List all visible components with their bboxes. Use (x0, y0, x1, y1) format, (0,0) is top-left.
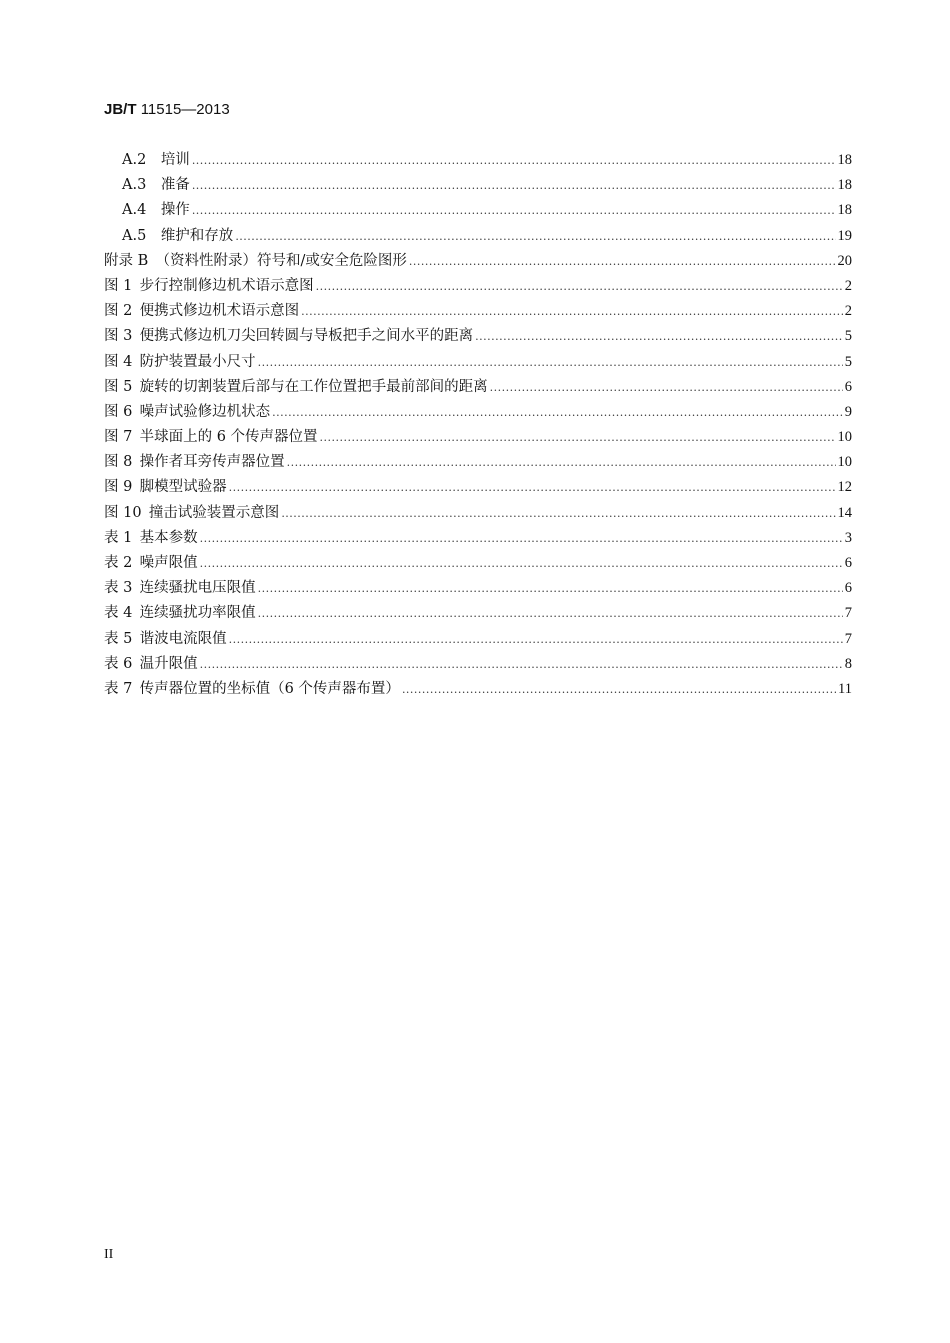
toc-entry-title: 基本参数 (139, 529, 198, 546)
toc-entry-title: 半球面上的 6 个传声器位置 (139, 429, 318, 446)
toc-entry-title: 传声器位置的坐标值（6 个传声器布置） (139, 680, 400, 697)
toc-entry[interactable] (104, 324, 852, 349)
toc-entry-title: （资料性附录）符号和/或安全危险图形 (155, 252, 407, 269)
toc-entry-title: 操作者耳旁传声器位置 (139, 454, 285, 471)
toc-entry-title: 便携式修边机刀尖回转圆与导板把手之间水平的距离 (139, 328, 474, 345)
toc-entry-page: 6 (844, 580, 852, 597)
toc-entry-number: 图 3 (104, 328, 133, 345)
toc-leader-dots (192, 154, 836, 167)
toc-entry-label (122, 224, 233, 245)
toc-entry[interactable] (104, 224, 852, 249)
toc-entry-label (104, 324, 473, 345)
toc-entry-number: 表 7 (104, 680, 133, 697)
doc-code: 11515—2013 (140, 101, 230, 118)
toc-entry[interactable] (104, 652, 852, 677)
toc-entry-label (104, 299, 299, 320)
toc-entry-page: 5 (844, 328, 852, 345)
toc-entry-page: 6 (844, 555, 852, 571)
toc-entry-page: 18 (837, 177, 852, 194)
toc-entry-page: 7 (844, 605, 852, 622)
toc-entry-page: 14 (837, 504, 852, 521)
doc-prefix: JB/T (104, 101, 137, 118)
toc-leader-dots (287, 456, 836, 469)
toc-entry-page: 6 (844, 378, 852, 395)
toc-leader-dots (272, 406, 843, 419)
toc-entry-number: A.3 (122, 177, 147, 194)
toc-leader-dots (475, 330, 843, 343)
table-of-contents (104, 148, 852, 702)
toc-entry-title: 准备 (160, 177, 190, 194)
toc-entry[interactable] (104, 274, 852, 299)
toc-entry-number: 附录 B (104, 252, 149, 269)
toc-entry[interactable] (104, 576, 852, 601)
toc-leader-dots (281, 507, 835, 520)
toc-entry-number: 图 2 (104, 303, 133, 320)
toc-entry-title: 温升限值 (139, 655, 198, 672)
toc-entry[interactable] (104, 148, 852, 173)
toc-entry-label (104, 375, 488, 396)
toc-entry[interactable] (104, 501, 852, 526)
toc-entry-number: 图 10 (104, 504, 142, 521)
toc-entry-page: 3 (844, 529, 852, 546)
toc-leader-dots (258, 356, 843, 369)
toc-entry-number: 表 2 (104, 555, 133, 571)
toc-entry-number: 图 5 (104, 378, 133, 395)
toc-entry-label (122, 198, 190, 219)
toc-entry[interactable] (104, 450, 852, 475)
toc-entry-title: 步行控制修边机术语示意图 (139, 277, 314, 294)
toc-entry-number: A.5 (122, 227, 147, 244)
toc-leader-dots (229, 633, 843, 646)
toc-entry-label (104, 652, 198, 673)
toc-entry-title: 脚模型试验器 (139, 479, 227, 496)
toc-entry-page: 9 (844, 403, 852, 420)
toc-entry[interactable] (104, 299, 852, 324)
toc-entry[interactable] (104, 350, 852, 375)
toc-entry-label (104, 274, 314, 295)
toc-entry-title: 噪声试验修边机状态 (139, 403, 271, 420)
toc-entry-title: 连续骚扰电压限值 (139, 580, 256, 597)
toc-entry-label (104, 601, 256, 622)
toc-entry-title: 连续骚扰功率限值 (139, 605, 256, 622)
toc-leader-dots (320, 431, 836, 444)
toc-entry-page: 19 (837, 227, 852, 244)
toc-entry-label (104, 450, 285, 471)
toc-entry-title: 噪声限值 (139, 555, 198, 571)
toc-leader-dots (235, 230, 835, 243)
toc-leader-dots (200, 658, 843, 671)
toc-entry-label (104, 425, 318, 446)
toc-entry-label (122, 148, 190, 169)
toc-entry-page: 2 (844, 303, 852, 320)
toc-entry-title: 旋转的切割装置后部与在工作位置把手最前部间的距离 (139, 378, 488, 395)
toc-entry-number: 表 1 (104, 529, 133, 546)
toc-leader-dots (258, 582, 843, 595)
toc-entry-label (104, 350, 256, 371)
toc-entry[interactable] (104, 173, 852, 198)
toc-entry-page: 8 (844, 655, 852, 672)
toc-entry-label (104, 501, 279, 522)
toc-entry[interactable] (104, 601, 852, 626)
toc-entry-title: 操作 (160, 202, 190, 219)
toc-leader-dots (200, 532, 843, 545)
toc-entry-page: 12 (837, 479, 852, 496)
toc-entry-label (104, 249, 407, 270)
toc-entry-label (104, 576, 256, 597)
toc-entry-number: 表 5 (104, 630, 133, 647)
toc-entry-title: 便携式修边机术语示意图 (139, 303, 300, 320)
toc-entry[interactable] (104, 551, 852, 576)
toc-entry-title: 谐波电流限值 (139, 630, 227, 647)
toc-entry-page: 10 (837, 429, 852, 446)
toc-entry-number: A.4 (122, 202, 147, 219)
toc-leader-dots (316, 280, 843, 293)
toc-leader-dots (192, 204, 836, 217)
toc-leader-dots (490, 381, 843, 394)
toc-entry[interactable] (104, 677, 852, 702)
page-number: II (104, 1247, 114, 1262)
toc-leader-dots (258, 607, 843, 620)
toc-entry-page: 18 (837, 202, 852, 219)
toc-entry-label (122, 173, 190, 194)
toc-entry-label (104, 400, 270, 421)
toc-entry-number: 图 8 (104, 454, 133, 471)
toc-entry-number: 图 1 (104, 277, 133, 294)
toc-entry-number: 表 4 (104, 605, 133, 622)
toc-entry-label (104, 526, 198, 547)
toc-entry-title: 防护装置最小尺寸 (139, 353, 256, 370)
toc-entry[interactable] (104, 475, 852, 500)
toc-entry-number: 表 6 (104, 655, 133, 672)
toc-entry[interactable] (104, 627, 852, 652)
toc-entry-number: 图 7 (104, 429, 133, 446)
toc-entry-number: 图 4 (104, 353, 133, 370)
toc-entry[interactable] (104, 198, 852, 223)
toc-entry-label (104, 627, 227, 648)
toc-entry-page: 5 (844, 353, 852, 370)
toc-leader-dots (409, 255, 836, 268)
toc-entry-title: 维护和存放 (160, 227, 234, 244)
toc-entry-page: 7 (844, 630, 852, 647)
toc-entry-page: 20 (837, 252, 852, 269)
toc-entry-number: 表 3 (104, 580, 133, 597)
toc-entry-page: 10 (837, 454, 852, 471)
toc-entry-number: A.2 (122, 152, 147, 168)
toc-entry-page: 11 (838, 680, 852, 697)
toc-entry-page: 18 (837, 152, 852, 168)
toc-entry-label (104, 475, 227, 496)
toc-entry[interactable] (104, 375, 852, 400)
document-code-header (104, 101, 230, 118)
toc-entry-number: 图 6 (104, 403, 133, 420)
toc-leader-dots (229, 481, 836, 494)
toc-entry-title: 培训 (160, 152, 190, 168)
toc-entry-title: 撞击试验装置示意图 (148, 504, 280, 521)
toc-leader-dots (301, 305, 843, 318)
toc-entry[interactable] (104, 249, 852, 274)
toc-entry[interactable] (104, 400, 852, 425)
toc-entry-number: 图 9 (104, 479, 133, 496)
toc-entry[interactable] (104, 425, 852, 450)
toc-leader-dots (200, 557, 843, 570)
toc-entry[interactable] (104, 526, 852, 551)
toc-entry-page: 2 (844, 277, 852, 294)
toc-entry-label (104, 551, 198, 572)
toc-entry-label (104, 677, 400, 698)
toc-leader-dots (402, 683, 836, 696)
toc-leader-dots (192, 179, 836, 192)
